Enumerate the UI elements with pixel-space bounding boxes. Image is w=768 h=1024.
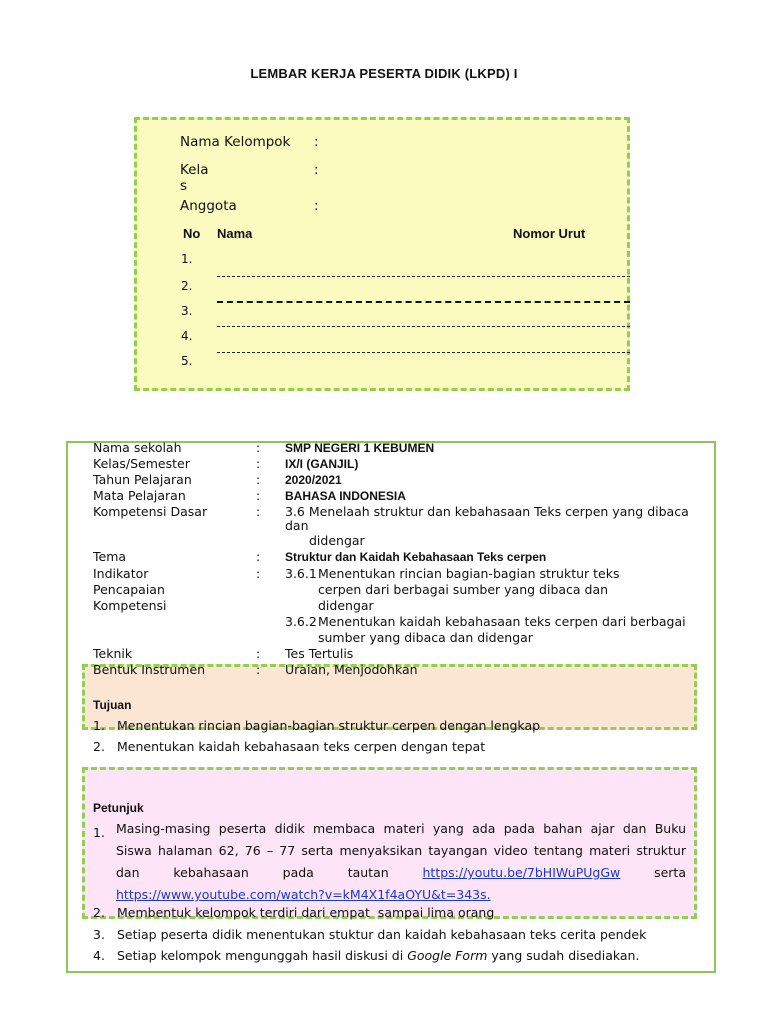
petunjuk-word: pada xyxy=(282,865,314,880)
petunjuk-item-text: Membentuk kelompok terdiri dari empat sampai lima orang xyxy=(117,905,495,920)
anggota-colon: : xyxy=(314,198,319,214)
mapel-value: BAHASA INDONESIA xyxy=(285,489,406,503)
petunjuk-item-1-line: Masing-masing peserta didik membaca materi yang ada pada bahan ajar dan Buku xyxy=(116,821,686,836)
petunjuk-word: kebahasaan xyxy=(173,865,249,880)
info-colon: : xyxy=(256,549,261,564)
member-row-number: 4. xyxy=(181,329,193,343)
member-line xyxy=(217,301,630,303)
petunjuk-item-number: 3. xyxy=(93,927,105,942)
indikator-1-text-wrap: didengar xyxy=(318,598,374,613)
info-colon: : xyxy=(256,456,261,471)
info-colon: : xyxy=(256,646,261,661)
petunjuk-heading: Petunjuk xyxy=(93,801,144,815)
tujuan-item xyxy=(93,715,693,737)
tujuan-item-text: Menentukan rincian bagian-bagian struktur cerpen dengan lengkap xyxy=(117,718,541,733)
petunjuk-item-text xyxy=(117,945,639,967)
info-colon: : xyxy=(256,472,261,487)
petunjuk-word: serta xyxy=(654,865,686,880)
petunjuk-item-4-end: yang sudah disediakan. xyxy=(487,948,640,963)
tujuan-item-text: Menentukan kaidah kebahasaan teks cerpen dengan tepat xyxy=(117,739,486,754)
indikator-label-wrap: Kompetensi xyxy=(93,598,167,613)
col-no-header: No xyxy=(183,226,201,241)
member-row-number: 5. xyxy=(181,354,193,368)
info-colon: : xyxy=(256,662,261,677)
petunjuk-item-1-line xyxy=(116,862,686,884)
bentuk-label: Bentuk Instrumen xyxy=(93,662,206,677)
youtube-full-link[interactable]: https://www.youtube.com/watch?v=kM4X1f4aOYU&t=343s. xyxy=(116,887,491,902)
petunjuk-item-text: Setiap peserta didik menentukan stuktur dan kaidah kebahasaan teks cerita pendek xyxy=(117,927,647,942)
tema-label: Tema xyxy=(93,549,127,564)
info-colon: : xyxy=(256,566,261,581)
member-line xyxy=(217,352,630,353)
petunjuk-item xyxy=(93,945,693,967)
petunjuk-item xyxy=(93,924,693,946)
member-line xyxy=(217,276,630,277)
kd-value-wrap: dan xyxy=(285,518,309,533)
member-line xyxy=(217,326,630,327)
member-row-number: 1. xyxy=(181,252,193,266)
indikator-1-text-wrap: cerpen dari berbagai sumber yang dibaca dan xyxy=(318,582,609,597)
bentuk-value: Uraian, Menjodohkan xyxy=(285,662,418,677)
teknik-label: Teknik xyxy=(93,646,133,661)
indikator-label: Indikator xyxy=(93,566,149,581)
kelas-label: Kela xyxy=(180,162,209,178)
kelas-colon: : xyxy=(314,162,319,178)
petunjuk-item-number: 1. xyxy=(93,825,105,840)
kd-value-wrap: didengar xyxy=(309,533,365,548)
tujuan-item-number: 1. xyxy=(93,718,105,733)
indikator-2-text-wrap: sumber yang dibaca dan didengar xyxy=(318,630,533,645)
member-row-number: 3. xyxy=(181,304,193,318)
kelas-label-wrap: s xyxy=(180,178,188,194)
col-nama-header: Nama xyxy=(217,226,253,241)
petunjuk-item-number: 2. xyxy=(93,905,105,920)
info-colon: : xyxy=(256,488,261,503)
page-title: LEMBAR KERJA PESERTA DIDIK (LKPD) I xyxy=(250,66,518,81)
tujuan-item-number: 2. xyxy=(93,739,105,754)
youtube-short-link[interactable]: https://youtu.be/7bHIWuPUgGw xyxy=(422,865,621,880)
info-colon: : xyxy=(256,440,261,455)
petunjuk-item-number: 4. xyxy=(93,948,105,963)
petunjuk-item-1-line: Siswa halaman 62, 76 – 77 serta menyaksikan tayangan video tentang materi struktur xyxy=(116,843,686,858)
petunjuk-item-4-start: Setiap kelompok mengunggah hasil diskusi di xyxy=(117,948,408,963)
kd-value: 3.6 Menelaah struktur dan kebahasaan Teks cerpen yang dibaca xyxy=(285,504,689,519)
sekolah-label: Nama sekolah xyxy=(93,440,182,455)
anggota-label: Anggota xyxy=(180,198,237,214)
kelompok-label: Nama Kelompok xyxy=(180,134,291,150)
tahun-value: 2020/2021 xyxy=(285,473,342,487)
col-nomor-urut-header: Nomor Urut xyxy=(513,226,586,241)
kelas-semester-label: Kelas/Semester xyxy=(93,456,190,471)
petunjuk-word: tautan xyxy=(347,865,389,880)
petunjuk-item xyxy=(93,902,693,924)
petunjuk-item-1 xyxy=(116,818,686,906)
info-colon: : xyxy=(256,504,261,519)
member-row-number: 2. xyxy=(181,279,193,293)
tema-value: Struktur dan Kaidah Kebahasaan Teks cerpen xyxy=(285,550,547,564)
indikator-1-text: Menentukan rincian bagian-bagian struktur teks xyxy=(318,566,620,581)
kelompok-colon: : xyxy=(314,134,319,150)
tujuan-heading: Tujuan xyxy=(93,698,132,712)
indikator-label-wrap: Pencapaian xyxy=(93,582,165,597)
kelas-semester-value: IX/I (GANJIL) xyxy=(285,457,359,471)
sekolah-value: SMP NEGERI 1 KEBUMEN xyxy=(285,441,435,455)
teknik-value: Tes Tertulis xyxy=(285,646,354,661)
indikator-2-text: Menentukan kaidah kebahasaan teks cerpen dari berbagai xyxy=(318,614,686,629)
petunjuk-word: dan xyxy=(116,865,140,880)
group-identity-box xyxy=(134,117,630,391)
google-form-text: Google Form xyxy=(407,948,488,963)
mapel-label: Mata Pelajaran xyxy=(93,488,186,503)
kd-label: Kompetensi Dasar xyxy=(93,504,208,519)
indikator-1-number: 3.6.1 xyxy=(285,566,317,581)
tahun-label: Tahun Pelajaran xyxy=(93,472,192,487)
indikator-2-number: 3.6.2 xyxy=(285,614,317,629)
tujuan-item xyxy=(93,736,693,758)
